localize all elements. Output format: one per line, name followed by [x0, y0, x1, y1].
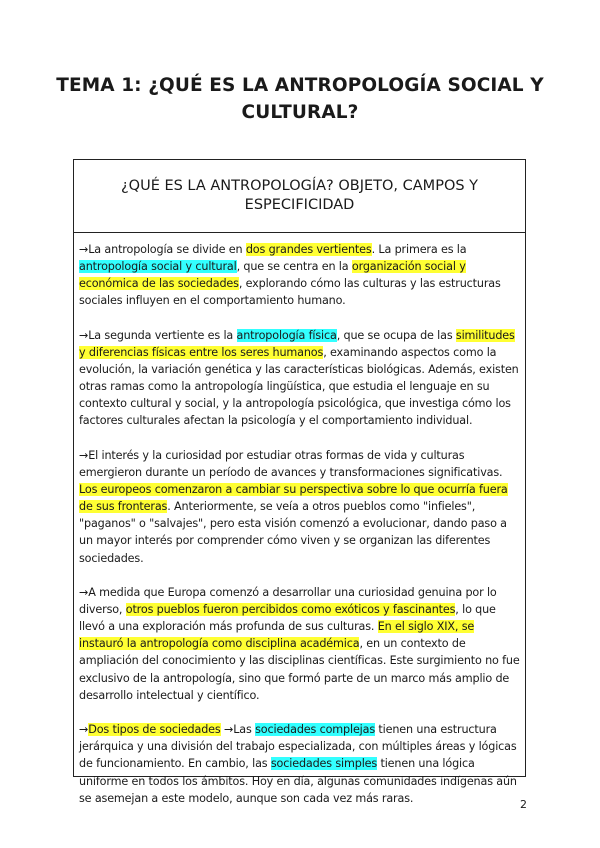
- text-run: , lo que llevó a una exploración más profunda de sus culturas.: [79, 603, 496, 634]
- paragraph: [79, 721, 520, 806]
- text-run: tienen una lógica uniforme en todos los ámbitos. Hoy en día, algunas comunidades indígenas aún se asemejan a este modelo, aunque son cada vez más raras.: [79, 757, 517, 805]
- text-run: tienen una estructura jerárquica y una división del trabajo especializada, con múltiples áreas y lógicas de funcionamiento. En cambio, las: [79, 723, 517, 771]
- paragraph: [79, 327, 520, 430]
- highlight-yellow: similitudes y diferencias físicas entre los seres humanos: [79, 328, 515, 359]
- text-run: →: [79, 723, 89, 737]
- highlight-yellow: organización social y económica de las sociedades: [79, 260, 466, 291]
- content-box: [73, 159, 526, 805]
- text-run: , examinando aspectos como la evolución, la variación genética y las características biológicas. Además, existen otras ramas como la antropología lingüística, que estudia el lenguaje en su contexto cultural y social, y la antropología psicológica, que investiga cómo los factores culturales afectan la psicología y el comportamiento individual.: [79, 345, 519, 428]
- text-run: →La segunda vertiente es la: [79, 328, 237, 342]
- text-run: , que se centra en la: [236, 260, 352, 274]
- text-run: , que se ocupa de las: [336, 328, 456, 342]
- highlight-yellow: dos grandes vertientes: [245, 243, 372, 256]
- highlight-yellow: En el siglo XIX, se instauró la antropología como disciplina académica: [79, 620, 475, 651]
- highlight-cyan: antropología social y cultural: [79, 260, 237, 274]
- page-number: 2: [520, 798, 527, 811]
- text-run: . La primera es la: [371, 243, 467, 256]
- text-run: →El interés y la curiosidad por estudiar otras formas de vida y culturas emergieron durante un período de avances y transformaciones significativas.: [79, 448, 503, 480]
- highlight-yellow: Dos tipos de sociedades: [88, 723, 221, 737]
- text-run: →Las: [220, 723, 256, 737]
- section-title: ¿QUÉ ES LA ANTROPOLOGÍA? OBJETO, CAMPOS Y ESPECIFICIDAD: [74, 160, 525, 233]
- highlight-cyan: antropología física: [236, 328, 337, 342]
- text-run: , explorando cómo las culturas y las estructuras sociales influyen en el comportamiento humano.: [79, 277, 501, 308]
- paragraph: [79, 584, 520, 704]
- highlight-cyan: sociedades simples: [270, 757, 378, 771]
- text-run: →A medida que Europa comenzó a desarrollar una curiosidad genuina por lo diverso,: [79, 586, 497, 617]
- text-run: , en un contexto de ampliación del conocimiento y las disciplinas científicas. Este surgimiento no fue exclusivo de la antropología, sino que formó parte de un marco más amplio de desarrollo intelectual y científico.: [79, 637, 520, 702]
- highlight-yellow: Los europeos comenzaron a cambiar su perspectiva sobre lo que ocurría fuera de sus fronteras: [79, 483, 508, 514]
- text-run: . Anteriormente, se veía a otros pueblos como "infieles", "paganos" o "salvajes", pero esta visión comenzó a evolucionar, dando paso a un mayor interés por comprender cómo viven y se organizan las diferentes sociedades.: [79, 500, 507, 565]
- paragraph: [79, 447, 520, 567]
- section-body: [74, 233, 525, 807]
- highlight-yellow: otros pueblos fueron percibidos como exóticos y fascinantes: [125, 603, 456, 617]
- text-run: →La antropología se divide en: [79, 243, 246, 256]
- paragraph: [79, 241, 520, 309]
- highlight-cyan: sociedades complejas: [255, 723, 376, 737]
- page-title: TEMA 1: ¿QUÉ ES LA ANTROPOLOGÍA SOCIAL Y CULTURAL?: [56, 75, 544, 123]
